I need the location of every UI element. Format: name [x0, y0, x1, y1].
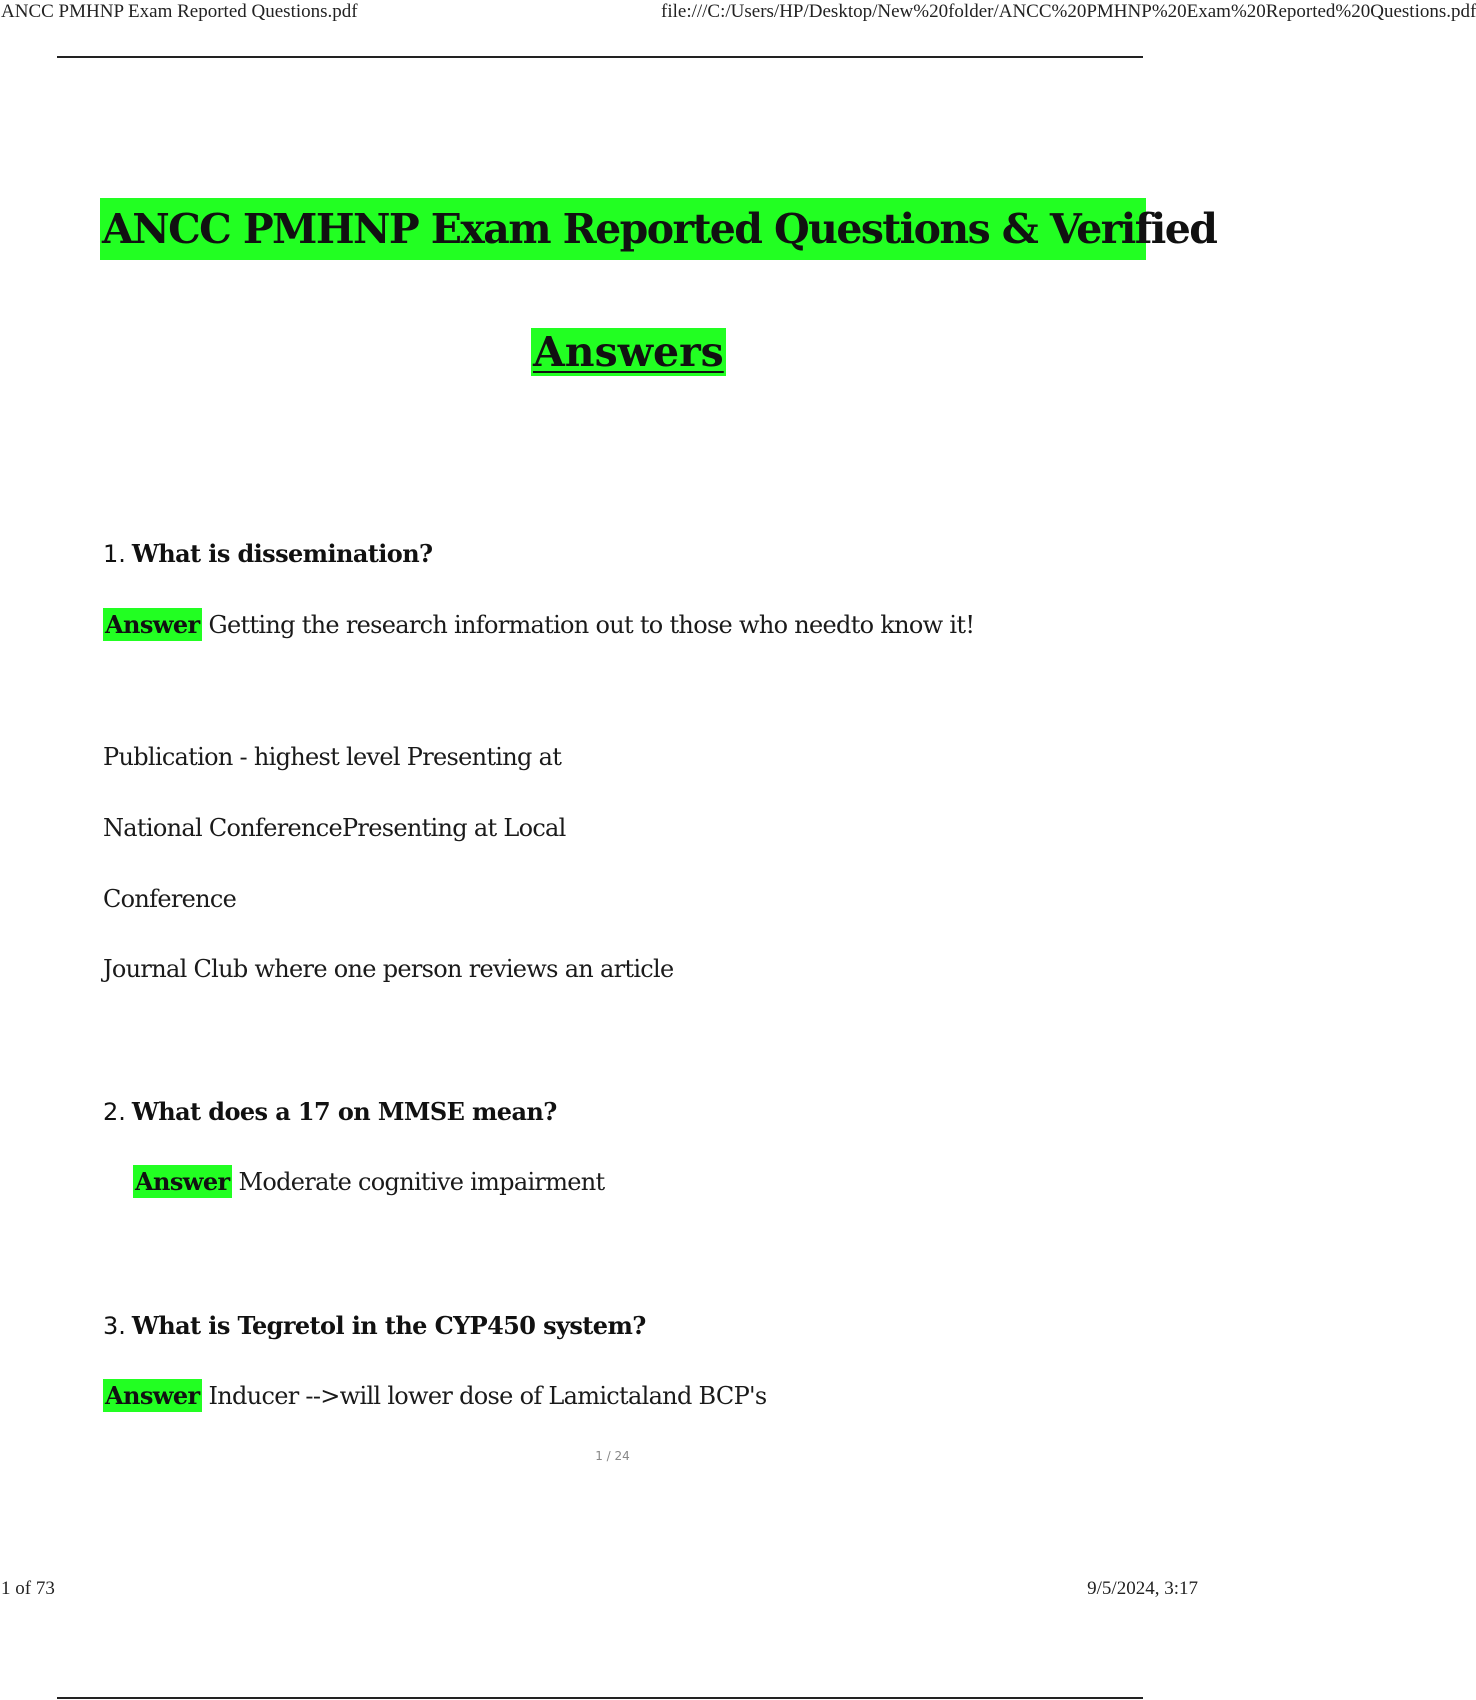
- answer-1-detail-line: Conference: [103, 885, 237, 913]
- print-header-file-url: file:///C:/Users/HP/Desktop/New%20folder/ANCC%20PMHNP%20Exam%20Reported%20Questions.pdf: [661, 1, 1476, 22]
- footer-rule: [57, 1697, 1143, 1699]
- answer-label: Answer: [135, 1167, 230, 1196]
- answer-label: Answer: [105, 610, 200, 639]
- print-header-document-name: ANCC PMHNP Exam Reported Questions.pdf: [1, 1, 358, 22]
- document-title-line-2: [531, 321, 726, 383]
- question-text: What is Tegretol in the CYP450 system?: [131, 1311, 646, 1340]
- document-title-line-1: [100, 198, 1217, 260]
- print-footer-timestamp: 9/5/2024, 3:17: [1087, 1578, 1198, 1599]
- answer-1: [103, 610, 974, 639]
- answer-text: Inducer -->will lower dose of Lamictaland BCP's: [208, 1382, 767, 1410]
- question-number: 1.: [103, 540, 126, 568]
- document-title-line-2-text: Answers: [533, 328, 724, 376]
- print-footer-page-count: 1 of 73: [1, 1578, 55, 1599]
- answer-3: [103, 1381, 767, 1410]
- question-number: 3.: [103, 1312, 126, 1340]
- question-text: What is dissemination?: [131, 539, 433, 568]
- answer-label: Answer: [105, 1381, 200, 1410]
- question-number: 2.: [103, 1098, 126, 1126]
- answer-1-detail-line: National ConferencePresenting at Local: [103, 814, 566, 842]
- answer-1-detail-line: Journal Club where one person reviews an article: [103, 955, 674, 983]
- answer-2: [133, 1167, 604, 1196]
- answer-text: Moderate cognitive impairment: [238, 1168, 605, 1196]
- document-title-line-1-text: ANCC PMHNP Exam Reported Questions & Verified: [100, 198, 1146, 260]
- question-1: [103, 539, 433, 568]
- answer-text: Getting the research information out to those who needto know it!: [208, 611, 975, 639]
- pdf-page-indicator: 1 / 24: [595, 1449, 630, 1463]
- question-3: [103, 1311, 646, 1340]
- question-2: [103, 1097, 557, 1126]
- header-rule: [57, 56, 1143, 58]
- question-text: What does a 17 on MMSE mean?: [131, 1097, 557, 1126]
- answer-1-detail-line: Publication - highest level Presenting at: [103, 743, 562, 771]
